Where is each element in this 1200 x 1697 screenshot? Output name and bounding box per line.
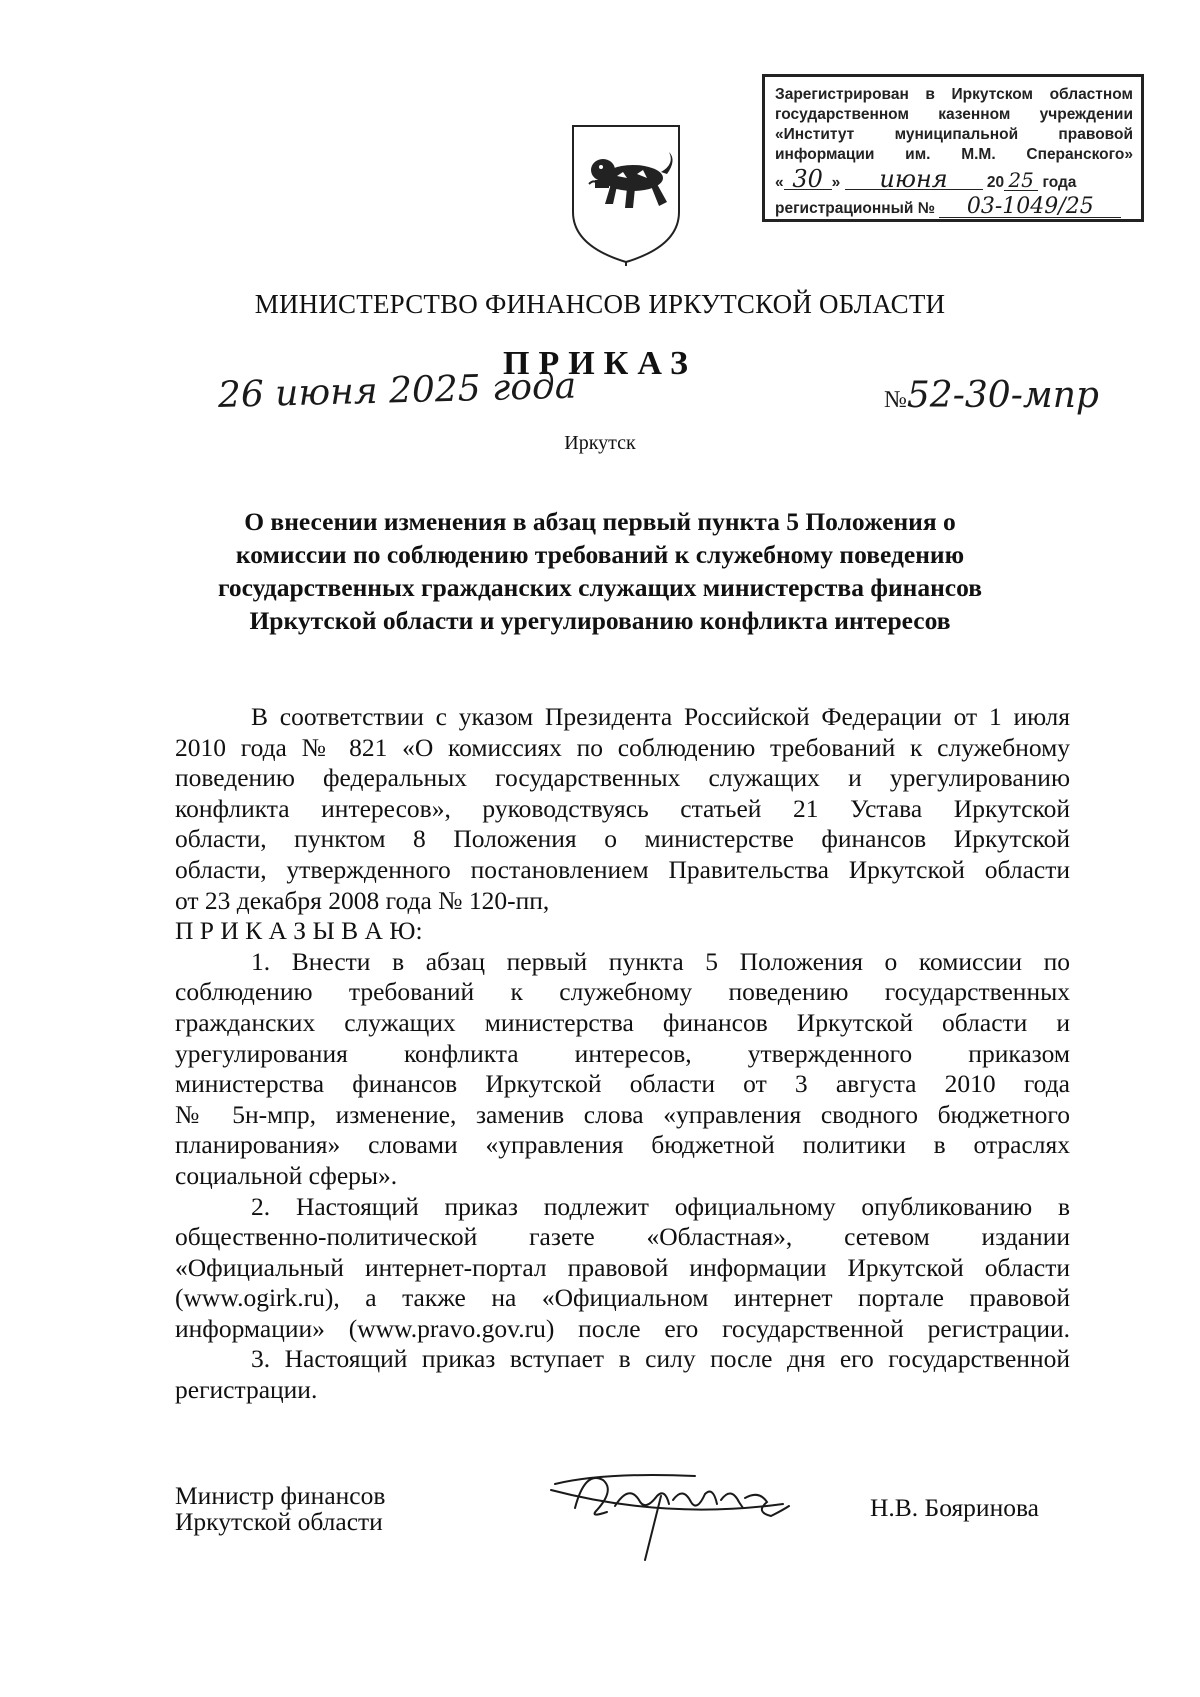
- stamp-date-year-suffix: 25: [1004, 170, 1038, 191]
- irkutsk-coat-of-arms-icon: [565, 120, 687, 266]
- handwritten-number: 52-30-мпр: [906, 375, 1099, 416]
- body-line: регистрации.: [175, 1375, 318, 1405]
- body-line: гражданских служащих министерства финансов Иркутской области и: [175, 1007, 1070, 1037]
- stamp-date-open-quote: «: [775, 174, 784, 191]
- body-line: 1. Внести в абзац первый пункта 5 Положения о комиссии по: [251, 946, 1070, 976]
- body-line: поведению федеральных государственных служащих и урегулированию: [175, 763, 1070, 793]
- body-line: области, пунктом 8 Положения о министерстве финансов Иркутской: [175, 824, 1070, 854]
- signer-position-line-2: Иркутской области: [175, 1507, 383, 1536]
- body-line: урегулирования конфликта интересов, утвержденного приказом: [175, 1038, 1070, 1068]
- city: Иркутск: [564, 432, 636, 454]
- stamp-line-1: Зарегистрирован в Иркутском областном: [775, 86, 1133, 103]
- body-line: области, утвержденного постановлением Правительства Иркутской области: [175, 854, 1070, 884]
- signer-position-line-1: Министр финансов: [175, 1481, 386, 1510]
- document-number: [884, 375, 1099, 416]
- body-line: 2010 года № 821 «О комиссиях по соблюдению требований к служебному: [175, 732, 1070, 762]
- handwritten-date: 26 июня 2025 года: [217, 365, 577, 416]
- body-line: информации» (www.pravo.gov.ru) после его государственной регистрации.: [175, 1313, 1070, 1343]
- body-line: П Р И К А З Ы В А Ю:: [175, 916, 423, 946]
- stamp-date-line: [775, 165, 1133, 193]
- stamp-reg-label: регистрационный №: [775, 200, 935, 217]
- number-prefix: №: [884, 387, 907, 413]
- stamp-line-2: государственном казенном учреждении: [775, 106, 1133, 123]
- title-line: государственных гражданских служащих министерства финансов: [217, 573, 982, 602]
- title-line: Иркутской области и урегулированию конфликта интересов: [249, 606, 951, 635]
- stamp-line-4: информации им. М.М. Сперанского»: [775, 146, 1133, 163]
- body-line: соблюдению требований к служебному поведению государственных: [175, 977, 1070, 1007]
- body-line: от 23 декабря 2008 года № 120-пп,: [175, 885, 550, 915]
- body-line: общественно-политической газете «Областная», сетевом издании: [175, 1222, 1070, 1252]
- body-line: 3. Настоящий приказ вступает в силу после дня его государственной: [251, 1344, 1070, 1374]
- document-body: [175, 702, 1070, 1406]
- title-line: комиссии по соблюдению требований к служебному поведению: [235, 540, 965, 569]
- signer-position: [175, 1483, 385, 1535]
- document-type: ПРИКАЗ: [503, 345, 697, 382]
- stamp-date-day: 30: [784, 169, 832, 190]
- ministry-name: МИНИСТЕРСТВО ФИНАНСОВ ИРКУТСКОЙ ОБЛАСТИ: [254, 289, 946, 319]
- body-line: (www.ogirk.ru), а также на «Официальном интернет портале правовой: [175, 1283, 1070, 1313]
- signer-name: Н.В. Бояринова: [870, 1493, 1039, 1522]
- body-line: 2. Настоящий приказ подлежит официальному опубликованию в: [251, 1191, 1070, 1221]
- body-line: № 5н-мпр, изменение, заменив слова «управления сводного бюджетного: [175, 1099, 1070, 1129]
- body-line: конфликта интересов», руководствуясь статьей 21 Устава Иркутской: [175, 793, 1070, 823]
- title-line: О внесении изменения в абзац первый пункта 5 Положения о: [244, 507, 956, 536]
- stamp-reg-line: [775, 194, 1133, 219]
- body-line: министерства финансов Иркутской области от 3 августа 2010 года: [175, 1069, 1070, 1099]
- body-line: планирования» словами «управления бюджетной политики в отраслях: [175, 1130, 1070, 1160]
- handwritten-signature-icon: [545, 1450, 815, 1565]
- document-title: [180, 505, 1020, 637]
- body-line: В соответствии с указом Президента Российской Федерации от 1 июля: [251, 702, 1070, 731]
- registration-stamp: [762, 74, 1144, 222]
- stamp-date-year-prefix: 20: [986, 174, 1005, 191]
- stamp-date-close-quote: »: [831, 174, 841, 191]
- body-line: «Официальный интернет-портал правовой информации Иркутской области: [175, 1252, 1070, 1282]
- stamp-line-3: «Институт муниципальной правовой: [775, 126, 1133, 143]
- body-line: социальной сферы».: [175, 1160, 398, 1190]
- stamp-date-word: года: [1042, 174, 1077, 191]
- stamp-reg-number: 03-1049/25: [939, 197, 1121, 218]
- stamp-date-month: июня: [845, 169, 983, 190]
